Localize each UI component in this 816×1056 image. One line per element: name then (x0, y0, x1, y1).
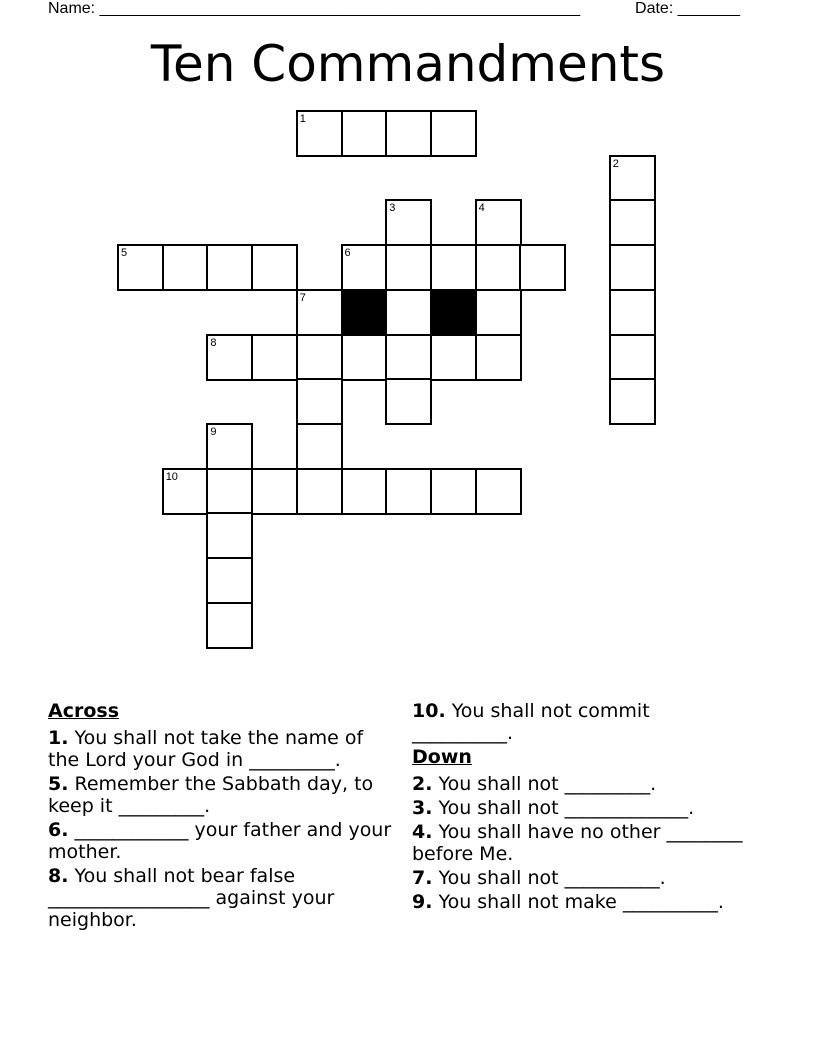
crossword-cell[interactable] (430, 334, 477, 381)
crossword-cell[interactable] (206, 423, 253, 470)
clue-item (412, 700, 752, 744)
crossword-cell[interactable] (475, 199, 522, 246)
crossword-cell[interactable] (206, 602, 253, 649)
crossword-cell[interactable] (117, 244, 164, 291)
clue-text: You shall not take the name of the Lord your God in _________. (48, 727, 364, 771)
crossword-cell[interactable] (609, 244, 656, 291)
crossword-cell[interactable] (296, 468, 343, 515)
crossword-cell[interactable] (341, 110, 388, 157)
crossword-black-cell (341, 289, 388, 336)
clue-number-label: 2. (412, 773, 433, 795)
across-heading: Across (48, 700, 120, 722)
clue-text: You shall not _____________. (432, 797, 695, 819)
across-clue-list-continued (412, 700, 752, 744)
clue-item (48, 819, 393, 863)
crossword-cell[interactable] (206, 512, 253, 559)
crossword-cell[interactable] (519, 244, 566, 291)
crossword-cell[interactable] (341, 334, 388, 381)
clue-number-label: 4. (412, 821, 433, 843)
crossword-cell[interactable] (430, 468, 477, 515)
clue-text: You shall not make __________. (432, 891, 724, 913)
crossword-cell[interactable] (475, 334, 522, 381)
page-title: Ten Commandments (150, 35, 666, 93)
clue-item (412, 867, 752, 889)
clue-text: You shall have no other ________ before Me. (412, 821, 743, 865)
clue-item (48, 865, 393, 931)
crossword-cell[interactable] (296, 289, 343, 336)
crossword-cell[interactable] (385, 334, 432, 381)
across-clue-list (48, 727, 393, 931)
clue-item (48, 727, 393, 771)
crossword-cell[interactable] (296, 110, 343, 157)
crossword-cell[interactable] (385, 110, 432, 157)
crossword-cell[interactable] (475, 244, 522, 291)
crossword-cell[interactable] (385, 378, 432, 425)
crossword-cell[interactable] (341, 468, 388, 515)
clue-item (412, 821, 752, 865)
clue-number: 2 (612, 157, 619, 170)
crossword-cell[interactable] (251, 334, 298, 381)
clue-number-label: 3. (412, 797, 433, 819)
clue-number-label: 9. (412, 891, 433, 913)
crossword-cell[interactable] (296, 378, 343, 425)
clue-item (412, 797, 752, 819)
clues-right-column (412, 700, 752, 915)
crossword-cell[interactable] (609, 378, 656, 425)
clue-number: 3 (389, 202, 396, 215)
crossword-cell[interactable] (385, 289, 432, 336)
clue-number: 6 (344, 247, 351, 260)
clue-text: Remember the Sabbath day, to keep it _________. (48, 773, 374, 817)
crossword-cell[interactable] (475, 289, 522, 336)
crossword-cell[interactable] (609, 199, 656, 246)
clue-item (412, 891, 752, 913)
clue-number: 5 (121, 247, 128, 260)
crossword-black-cell (430, 289, 477, 336)
crossword-cell[interactable] (206, 557, 253, 604)
clues-left-column (48, 700, 393, 933)
clue-number: 8 (210, 336, 217, 349)
clue-item (412, 773, 752, 795)
name-field-label[interactable]: Name: ______________________________________________________ (48, 0, 581, 17)
clue-number: 1 (299, 113, 306, 125)
crossword-cell[interactable] (475, 468, 522, 515)
crossword-cell[interactable] (206, 334, 253, 381)
crossword-cell[interactable] (609, 155, 656, 202)
crossword-cell[interactable] (251, 244, 298, 291)
crossword-cell[interactable] (162, 468, 209, 515)
crossword-cell[interactable] (206, 244, 253, 291)
crossword-cell[interactable] (251, 468, 298, 515)
crossword-cell[interactable] (206, 468, 253, 515)
clue-number-label: 7. (412, 867, 433, 889)
clue-number: 9 (210, 425, 217, 438)
crossword-cell[interactable] (385, 244, 432, 291)
down-heading: Down (412, 746, 472, 768)
crossword-cell[interactable] (162, 244, 209, 291)
crossword-cell[interactable] (296, 423, 343, 470)
clue-item (48, 773, 393, 817)
clue-number-label: 6. (48, 819, 69, 841)
crossword-cell[interactable] (430, 110, 477, 157)
clue-number-label: 10. (412, 700, 446, 722)
clue-text: You shall not bear false _________________ against your neighbor. (48, 865, 335, 931)
clue-number: 7 (299, 291, 306, 304)
crossword-cell[interactable] (430, 244, 477, 291)
clue-number: 4 (478, 202, 485, 215)
clue-text: You shall not _________. (432, 773, 657, 795)
date-field-label[interactable]: Date: _______ (635, 0, 740, 17)
clue-number-label: 8. (48, 865, 69, 887)
clue-number-label: 5. (48, 773, 69, 795)
crossword-cell[interactable] (609, 334, 656, 381)
clue-text: ____________ your father and your mother. (48, 819, 392, 863)
crossword-cell[interactable] (296, 334, 343, 381)
crossword-cell[interactable] (341, 244, 388, 291)
clue-text: You shall not __________. (432, 867, 666, 889)
clue-number-label: 1. (48, 727, 69, 749)
clue-text: You shall not commit __________. (412, 700, 650, 744)
crossword-cell[interactable] (385, 199, 432, 246)
crossword-cell[interactable] (609, 289, 656, 336)
clue-number: 10 (165, 470, 178, 483)
down-clue-list (412, 773, 752, 913)
crossword-cell[interactable] (385, 468, 432, 515)
